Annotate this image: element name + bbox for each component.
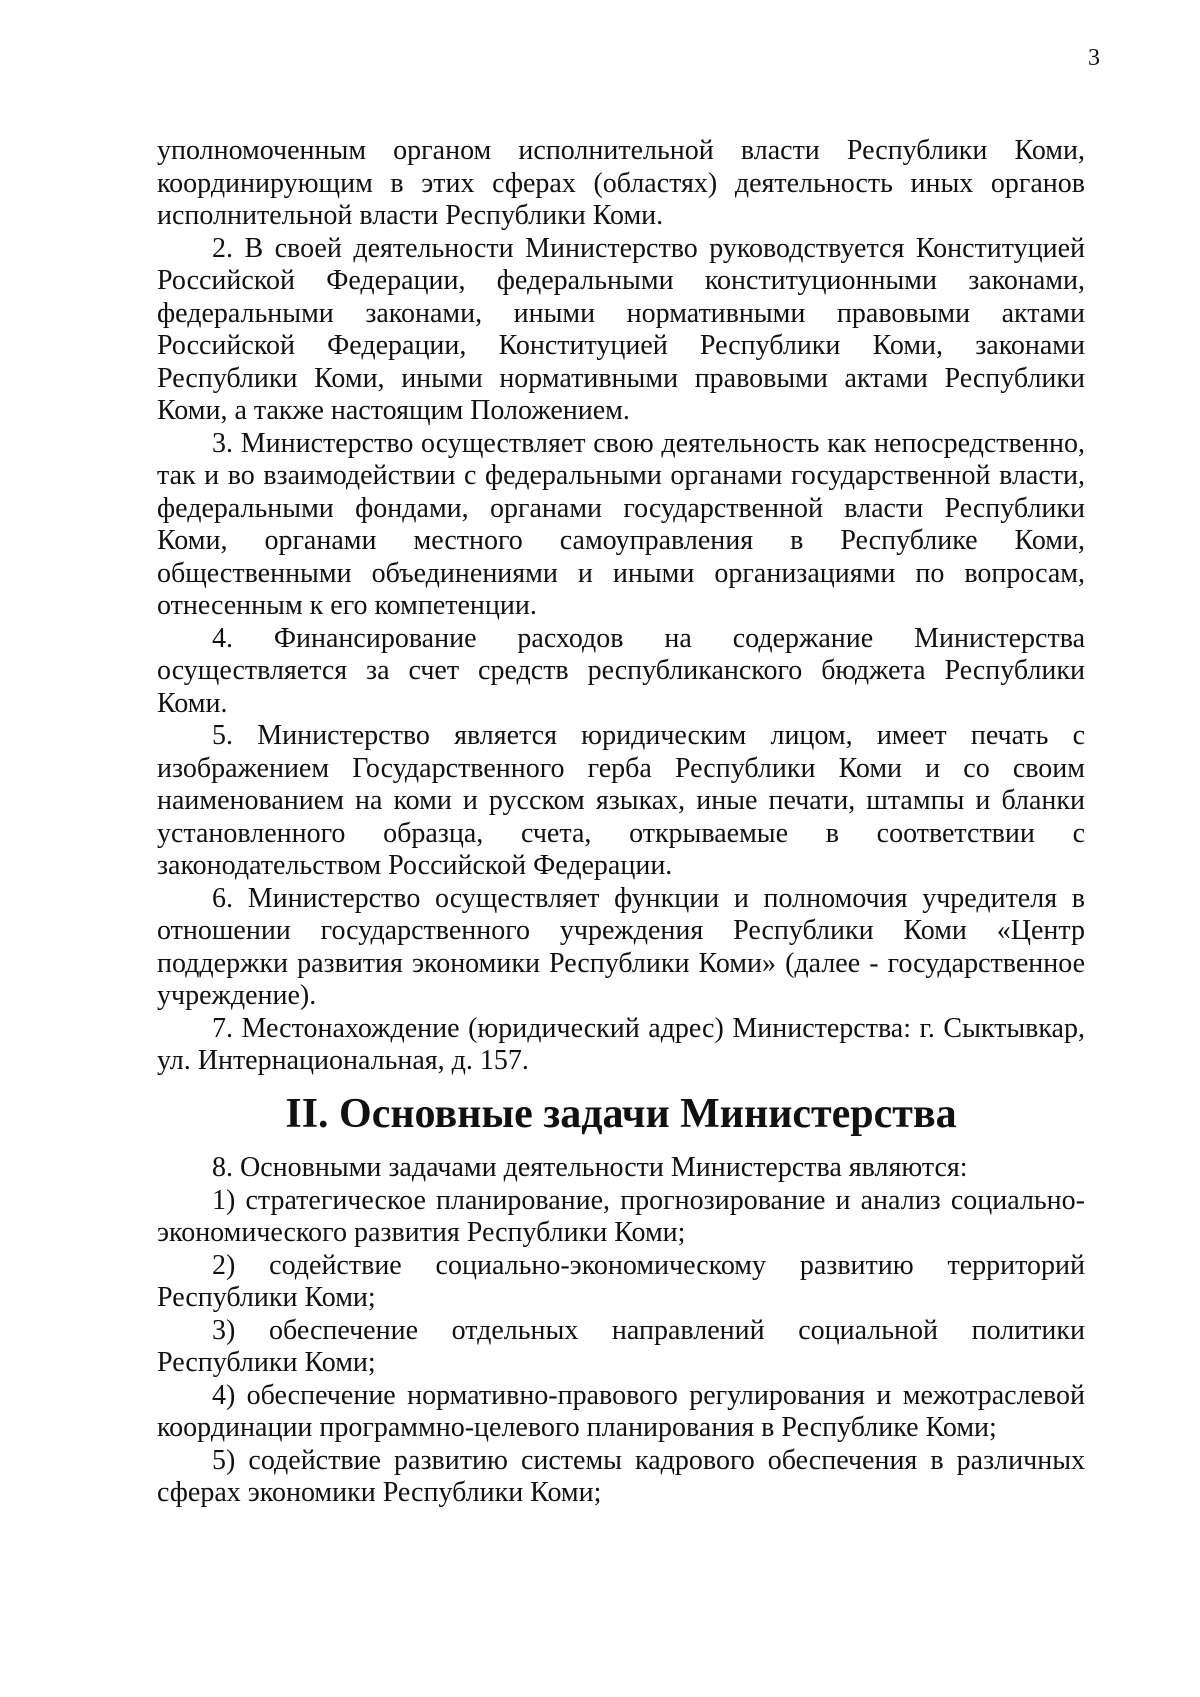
paragraph-item-8: 8. Основными задачами деятельности Министерства являются: [212,1152,968,1183]
paragraph-item-5: 5. Министерство является юридическим лицом, имеет печать с изображением Государственного герба Республики Коми и со своим наименованием на коми и русском языках, иные печати, штампы и бланки установленного образца, счета, открываемые в соответствии с законодательством Российской Федерации. [157,720,1085,881]
paragraph-item-2: 2. В своей деятельности Министерство руководствуется Конституцией Российской Федерации, федеральными конституционными законами, федеральными законами, иными нормативными правовыми актами Российской Федерации, Конституцией Республики Коми, законами Республики Коми, иными нормативными правовыми актами Республики Коми, а также настоящим Положением. [157,232,1085,426]
section-heading: II. Основные задачи Министерства [285,1090,957,1137]
task-item-1: 1) стратегическое планирование, прогнозирование и анализ социально-экономического развития Республики Коми; [157,1184,1085,1248]
document-body [157,135,1085,1510]
task-item-3: 3) обеспечение отдельных направлений социальной политики Республики Коми; [157,1314,1085,1378]
paragraph-item-6: 6. Министерство осуществляет функции и полномочия учредителя в отношении государственного учреждения Республики Коми «Центр поддержки развития экономики Республики Коми» (далее - государственное учреждение). [157,882,1085,1011]
paragraph-item-4: 4. Финансирование расходов на содержание Министерства осуществляется за счет средств республиканского бюджета Республики Коми. [157,622,1085,719]
task-item-4: 4) обеспечение нормативно-правового регулирования и межотраслевой координации программно-целевого планирования в Республике Коми; [157,1379,1085,1443]
page-number: 3 [1088,45,1100,71]
task-item-5: 5) содействие развитию системы кадрового обеспечения в различных сферах экономики Республики Коми; [157,1444,1085,1508]
paragraph-continuation: уполномоченным органом исполнительной власти Республики Коми, координирующим в этих сферах (областях) деятельность иных органов исполнительной власти Республики Коми. [157,135,1085,231]
paragraph-item-3: 3. Министерство осуществляет свою деятельность как непосредственно, так и во взаимодействии с федеральными органами государственной власти, федеральными фондами, органами государственной власти Республики Коми, органами местного самоуправления в Республике Коми, общественными объединениями и иными организациями по вопросам, отнесенным к его компетенции. [157,427,1085,621]
paragraph-item-7: 7. Местонахождение (юридический адрес) Министерства: г. Сыктывкар, ул. Интернациональная, д. 157. [157,1012,1085,1076]
task-item-2: 2) содействие социально-экономическому развитию территорий Республики Коми; [157,1249,1085,1313]
